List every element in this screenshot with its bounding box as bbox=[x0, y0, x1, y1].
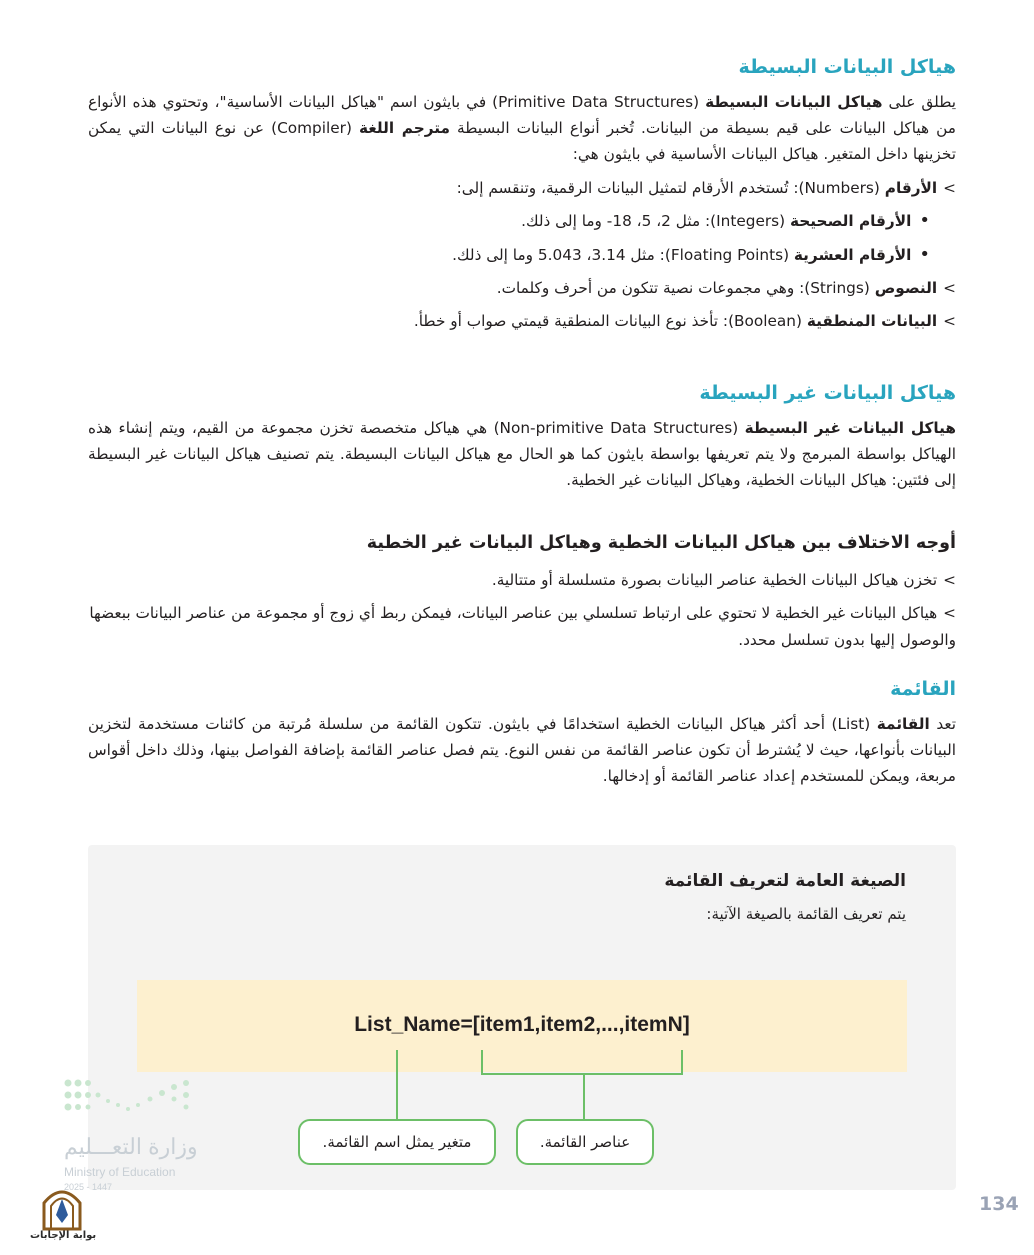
syntax-box-title: الصيغة العامة لتعريف القائمة bbox=[664, 871, 906, 891]
difference-item-nonlinear: >هياكل البيانات غير الخطية لا تحتوي على ارتباط تسلسلي بين عناصر البيانات، فيمكن ربط أي زوج أو مجموعة من عناصر البيانات ببعضها والوصول إليها بدون تسلسل محدد. bbox=[89, 604, 956, 649]
section-heading-primitive: هياكل البيانات البسيطة bbox=[738, 56, 956, 78]
non-primitive-paragraph: هياكل البيانات غير البسيطة (Non-primitive Data Structures) هي هياكل متخصصة تخزن مجموعة من القيم، ويتم إنشاء هذه الهياكل بواسطة المبرمج ولا يتم تعريفها بواسطة بايثون كما هو الحال مع هياكل البيانات البسيطة. يتم تصنيف هياكل البيانات غير البسيطة إلى فئتين: هياكل البيانات الخطية، وهياكل البيانات غير الخطية. bbox=[88, 419, 956, 489]
ministry-english-name: Ministry of Education bbox=[64, 1165, 176, 1179]
primitive-paragraph: يطلق على هياكل البيانات البسيطة (Primitive Data Structures) في بايثون اسم "هياكل البيانات الأساسية"، وتحتوي هذه الأنواع من هياكل البيانات على قيم بسيطة من البيانات. تُخبر أنواع البيانات البسيطة مترجم اللغة (Compiler) عن نوع البيانات التي يمكن تخزينها داخل المتغير. هياكل البيانات الأساسية في بايثون هي: bbox=[88, 93, 956, 163]
list-paragraph: تعد القائمة (List) أحد أكثر هياكل البيانات الخطية استخدامًا في بايثون. تتكون القائمة من سلسلة مُرتبة من كائنات مستخدمة لتخزين البيانات بأنواعها، حيث لا يُشترط أن تكون عناصر القائمة من نفس النوع. يتم فصل عناصر القائمة بإضافة الفواصل بينها، وذلك داخل أقواس مربعة، ويمكن للمستخدم إعداد عناصر القائمة أو إدخالها. bbox=[88, 715, 956, 785]
gateway-badge-icon bbox=[40, 1185, 84, 1231]
ministry-logo-icon bbox=[60, 1075, 205, 1125]
difference-item-linear: >تخزن هياكل البيانات الخطية عناصر البيانات بصورة متسلسلة أو متتالية. bbox=[491, 571, 956, 589]
section-heading-non-primitive: هياكل البيانات غير البسيطة bbox=[699, 382, 956, 404]
ministry-arabic-name: وزارة التعـــليم bbox=[64, 1134, 198, 1159]
gateway-badge-label: بوابة الإجابات bbox=[30, 1230, 97, 1241]
items-bracket bbox=[482, 1050, 682, 1074]
list-item-strings: >النصوص (Strings): وهي مجموعات نصية تتكون من أحرف وكلمات. bbox=[496, 279, 956, 297]
list-item-integers: •الأرقام الصحيحة (Integers): مثل 2، 5، 18- وما إلى ذلك. bbox=[521, 210, 930, 231]
name-label-bubble: متغير يمثل اسم القائمة. bbox=[298, 1119, 496, 1165]
items-label-bubble: عناصر القائمة. bbox=[516, 1119, 654, 1165]
syntax-box-subtitle: يتم تعريف القائمة بالصيغة الآتية: bbox=[706, 905, 906, 923]
differences-heading: أوجه الاختلاف بين هياكل البيانات الخطية وهياكل البيانات غير الخطية bbox=[366, 533, 956, 553]
list-item-boolean: >البيانات المنطقية (Boolean): تأخذ نوع البيانات المنطقية قيمتي صواب أو خطأ. bbox=[413, 312, 956, 330]
list-syntax-code: List_Name=[item1,item2,...,itemN] bbox=[354, 1013, 690, 1036]
page-number: 134 bbox=[979, 1193, 1019, 1215]
ministry-year: 2025 - 1447 bbox=[64, 1182, 113, 1192]
list-item-numbers: >الأرقام (Numbers): تُستخدم الأرقام لتمثيل البيانات الرقمية، وتنقسم إلى: bbox=[456, 179, 956, 197]
list-item-floats: •الأرقام العشرية (Floating Points): مثل 3.14، 5.043 وما إلى ذلك. bbox=[452, 244, 930, 265]
section-heading-list: القائمة bbox=[890, 678, 956, 700]
